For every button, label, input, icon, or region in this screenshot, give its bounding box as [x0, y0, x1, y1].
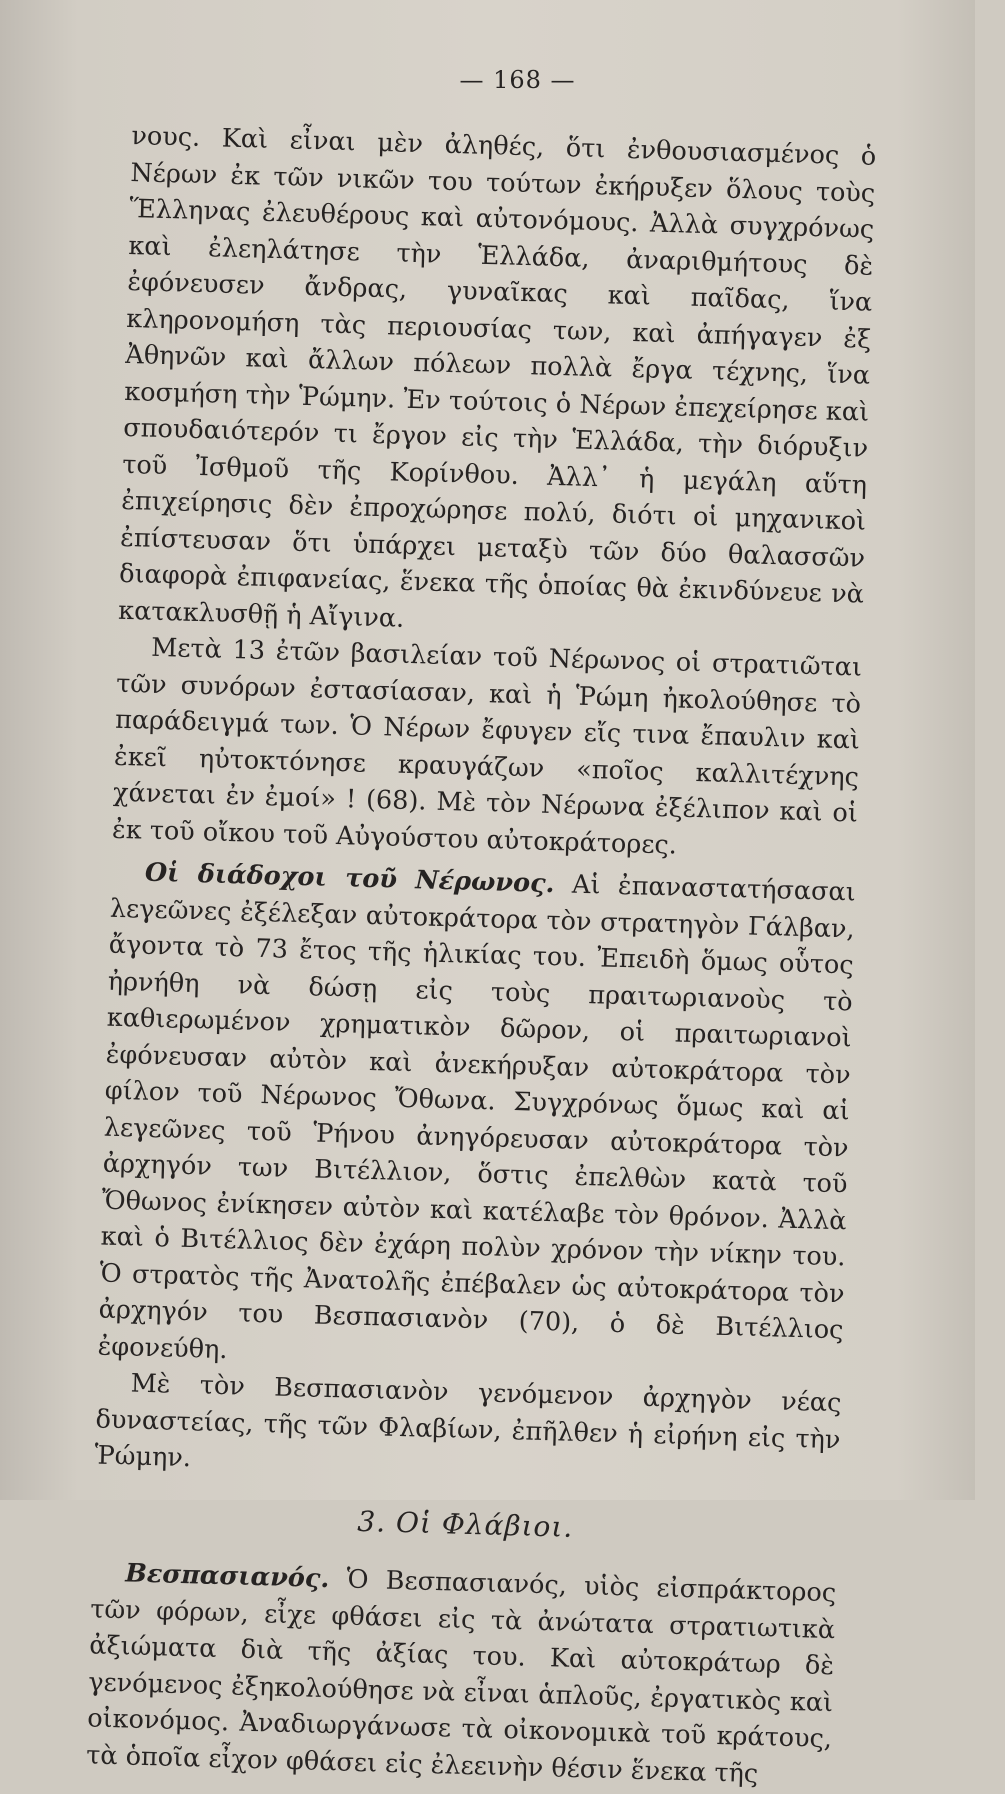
- subheading-vespasian: Βεσπασιανός.: [124, 1558, 330, 1595]
- page-number: — 168 —: [459, 66, 576, 94]
- paragraph-1: νους. Καὶ εἶναι μὲν ἀληθές, ὅτι ἐνθουσιασμένος ὁ Νέρων ἐκ τῶν νικῶν του τούτων ἐκήρυξεν ὅλους τοὺς Ἕλληνας ἐλευθέρους καὶ αὐτονόμους. Ἀλλὰ συγχρόνως καὶ ἐλεηλάτησε τὴν Ἑλλάδα, ἀναριθμήτους δὲ ἐφόνευσεν ἄνδρας, γυναῖκας καὶ παῖδας, ἵνα κληρονομήση τὰς περιουσίας των, καὶ ἀπήγαγεν ἐξ Ἀθηνῶν καὶ ἄλλων πόλεων πολλὰ ἔργα τέχνης, ἵνα κοσμήση τὴν Ῥώμην. Ἐν τούτοις ὁ Νέρων ἐπεχείρησε καὶ σπουδαιότερόν τι ἔργον εἰς τὴν Ἑλλάδα, τὴν διόρυξιν τοῦ Ἰσθμοῦ τῆς Κορίνθου. Ἀλλ᾽ ἡ μεγάλη αὕτη ἐπιχείρησις δὲν ἐπροχώρησε πολύ, διότι οἱ μηχανικοὶ ἐπίστευσαν ὅτι ὑπάρχει μεταξὺ τῶν δύο θαλασσῶν διαφορὰ ἐπιφανείας, ἕνεκα τῆς ὁποίας θὰ ἐκινδύνευε νὰ κατακλυσθῇ ἡ Αἴγινα.: [117, 120, 877, 634]
- vespasian-text: Ὁ Βεσπασιανός, υἱὸς εἰσπράκτορος τῶν φόρων, εἶχε φθάσει εἰς τὰ ἀνώτατα στρατιωτικὰ ἀξιώματα διὰ τῆς ἀξίας του. Καὶ αὐτοκράτωρ δὲ γενόμενος ἐξηκολούθησε νὰ εἶναι ἁπλοῦς, ἐργατικὸς καὶ οἰκονόμος. Ἀναδιωργάνωσε τὰ οἰκονομικὰ τοῦ κράτους, τὰ ὁποῖα εἶχον φθάσει εἰς ἐλεεινὴν θέσιν ἕνεκα τῆς: [85, 1564, 837, 1789]
- section-title: 3. Οἱ Φλάβιοι.: [356, 1504, 574, 1544]
- subheading-successors: Οἱ διάδοχοι τοῦ Νέρωνος.: [144, 857, 555, 900]
- body-text: [86, 118, 877, 1794]
- paragraph-successors: [97, 854, 856, 1386]
- paragraph-2: Μετὰ 13 ἐτῶν βασιλείαν τοῦ Νέρωνος οἱ στρατιῶται τῶν συνόρων ἐστασίασαν, καὶ ἡ Ῥώμη ἠκολούθησε τὸ παράδειγμά των. Ὁ Νέρων ἔφυγεν εἴς τινα ἔπαυλιν καὶ ἐκεῖ ηὐτοκτόνησε κραυγάζων «ποῖος καλλιτέχνης χάνεται ἐν ἐμοί» ! (68). Μὲ τὸν Νέρωνα ἐξέλιπον καὶ οἱ ἐκ τοῦ οἴκου τοῦ Αὐγούστου αὐτοκράτορες.: [111, 632, 863, 860]
- paragraph-vespasian: [86, 1554, 837, 1794]
- successors-text: Αἱ ἐπαναστατήσασαι λεγεῶνες ἐξέλεξαν αὐτοκράτορα τὸν στρατηγὸν Γάλβαν, ἄγοντα τὸ 73 ἔτος τῆς ἡλικίας του. Ἐπειδὴ ὅμως οὗτος ἠρνήθη νὰ δώσῃ εἰς τοὺς πραιτωριανοὺς τὸ καθιερωμένον χρηματικὸν δῶρον, οἱ πραιτωριανοὶ ἐφόνευσαν αὐτὸν καὶ ἀνεκήρυξαν αὐτοκράτορα τὸν φίλον τοῦ Νέρωνος Ὄθωνα. Συγχρόνως ὅμως καὶ αἱ λεγεῶνες τοῦ Ῥήνου ἀνηγόρευσαν αὐτοκράτορα τὸν ἀρχηγόν των Βιτέλλιον, ὅστις ἐπελθὼν κατὰ τοῦ Ὄθωνος ἐνίκησεν αὐτὸν καὶ κατέλαβε τὸν θρόνον. Ἀλλὰ καὶ ὁ Βιτέλλιος δὲν ἐχάρη πολὺν χρόνον τὴν νίκην του. Ὁ στρατὸς τῆς Ἀνατολῆς ἐπέβαλεν ὡς αὐτοκράτορα τὸν ἀρχηγόν του Βεσπασιανὸν (70), ὁ δὲ Βιτέλλιος ἐφονεύθη.: [97, 869, 857, 1365]
- paragraph-flavians-intro: Μὲ τὸν Βεσπασιανὸν γενόμενον ἀρχηγὸν νέας δυναστείας, τῆς τῶν Φλαβίων, ἐπῆλθεν ἡ εἰρήνη εἰς τὴν Ῥώμην.: [94, 1368, 842, 1474]
